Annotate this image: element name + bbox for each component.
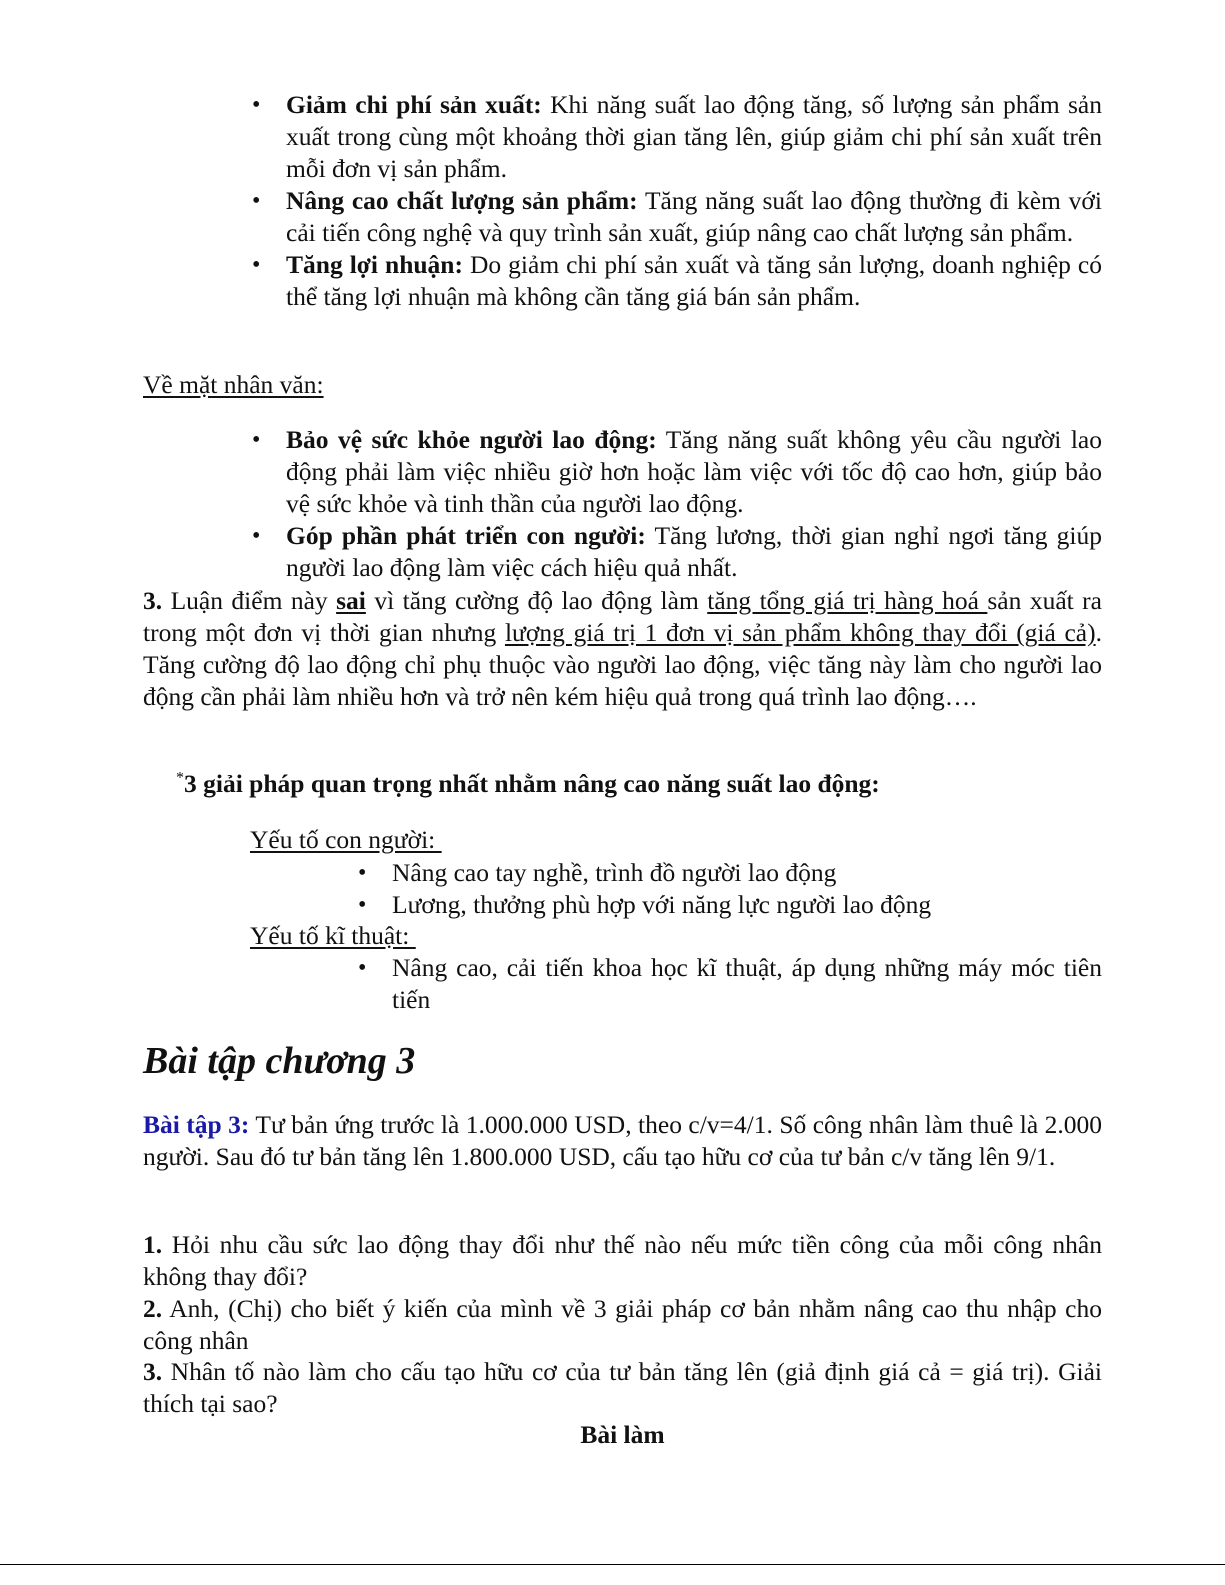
solutions-title-text: 3 giải pháp quan trọng nhất nhằm nâng cao năng suất lao động: — [184, 769, 880, 798]
exercise-label: Bài tập 3: — [143, 1110, 250, 1139]
exercise-text: Tư bản ứng trước là 1.000.000 USD, theo c/v=4/1. Số công nhân làm thuê là 2.000 người. Sau đó tư bản tăng lên 1.800.000 USD, cấu tạo hữu cơ của tư bản c/v tăng lên 9/1. — [143, 1110, 1102, 1171]
text-run: . Tăng cường độ lao động chỉ phụ thuộc vào người lao động, việc tăng này làm cho người lao động cần phải làm nhiều hơn và trở nên kém hiệu quả trong quá trình lao động…. — [143, 618, 1102, 711]
humanities-benefits-list — [286, 424, 1102, 584]
item-term: Nâng cao chất lượng sản phẩm: — [286, 186, 638, 215]
item-term: Giảm chi phí sản xuất: — [286, 90, 542, 119]
underlined-phrase: lượng giá trị 1 đơn vị sản phẩm không thay đổi (giá cả) — [504, 618, 1096, 647]
item-text: Khi năng suất lao động tăng, số lượng sản phẩm sản xuất trong cùng một khoảng thời gian tăng lên, giúp giảm chi phí sản xuất trên mỗi đơn vị sản phẩm. — [286, 90, 1103, 183]
item-text: Tăng năng suất không yêu cầu người lao động phải làm việc nhiều giờ hơn hoặc làm việc với tốc độ cao hơn, giúp bảo vệ sức khỏe và tinh thần của người lao động. — [286, 425, 1102, 518]
item-text: Do giảm chi phí sản xuất và tăng sản lượng, doanh nghiệp có thể tăng lợi nhuận mà không cần tăng giá bán sản phẩm. — [286, 250, 1102, 311]
question-text: Nhân tố nào làm cho cấu tạo hữu cơ của tư bản tăng lên (giả định giá cả = giá trị). Giải thích tại sao? — [143, 1357, 1102, 1418]
answer-heading — [143, 1419, 1102, 1451]
tech-factor-heading-text: Yếu tố kĩ thuật: — [250, 921, 416, 950]
human-factor-list — [392, 857, 1102, 921]
list-item — [286, 424, 1102, 520]
exercise-paragraph — [143, 1109, 1102, 1173]
human-factor-heading-text: Yếu tố con người: — [250, 825, 442, 854]
question-text: Hỏi nhu cầu sức lao động thay đổi như thế nào nếu mức tiền công của mỗi công nhân không thay đổi? — [143, 1230, 1102, 1291]
humanities-heading — [143, 369, 324, 401]
list-item — [286, 520, 1102, 584]
asterisk-mark: * — [176, 769, 184, 787]
economic-benefits-list — [286, 89, 1102, 313]
item-text: Tăng năng suất lao động thường đi kèm với cải tiến công nghệ và quy trình sản xuất, giúp nâng cao chất lượng sản phẩm. — [286, 186, 1102, 247]
human-factor-heading — [250, 824, 442, 856]
question-2 — [143, 1293, 1102, 1357]
humanities-heading-text: Về mặt nhân văn: — [143, 370, 324, 399]
emphasis-sai: sai — [336, 586, 366, 615]
question-number: 1. — [143, 1230, 163, 1259]
item-term: Bảo vệ sức khỏe người lao động: — [286, 425, 657, 454]
list-item — [286, 89, 1102, 185]
underlined-phrase: tăng tổng giá trị hàng hoá — [707, 586, 988, 615]
item-term: Tăng lợi nhuận: — [286, 250, 463, 279]
list-item — [392, 952, 1102, 1016]
question-number: 2. — [143, 1294, 163, 1323]
item-text: Lương, thưởng phù hợp với năng lực người lao động — [392, 890, 932, 919]
text-run: sản xuất ra trong một đơn vị thời gian nhưng — [143, 586, 1102, 647]
list-item — [286, 249, 1102, 313]
tech-factor-list — [392, 952, 1102, 1016]
list-item — [392, 889, 1102, 921]
point-number: 3. — [143, 586, 163, 615]
item-text: Nâng cao tay nghề, trình đồ người lao động — [392, 858, 837, 887]
question-3 — [143, 1356, 1102, 1420]
answer-heading-text: Bài làm — [580, 1420, 665, 1449]
page-bottom-rule — [0, 1564, 1225, 1565]
item-text: Nâng cao, cải tiến khoa học kĩ thuật, áp dụng những máy móc tiên tiến — [392, 953, 1102, 1014]
list-item — [286, 185, 1102, 249]
tech-factor-heading — [250, 920, 416, 952]
question-number: 3. — [143, 1357, 163, 1386]
text-run: vì tăng cường độ lao động làm — [365, 586, 708, 615]
item-text: Tăng lương, thời gian nghỉ ngơi tăng giúp người lao động làm việc cách hiệu quả nhất. — [286, 521, 1102, 582]
solutions-title — [176, 768, 880, 800]
item-term: Góp phần phát triển con người: — [286, 521, 646, 550]
point-3-paragraph — [143, 585, 1102, 713]
text-run: Luận điểm này — [162, 586, 337, 615]
question-text: Anh, (Chị) cho biết ý kiến của mình về 3 giải pháp cơ bản nhằm nâng cao thu nhập cho công nhân — [143, 1294, 1102, 1355]
list-item — [392, 857, 1102, 889]
chapter-heading: Bài tập chương 3 — [143, 1040, 416, 1082]
question-1 — [143, 1229, 1102, 1293]
